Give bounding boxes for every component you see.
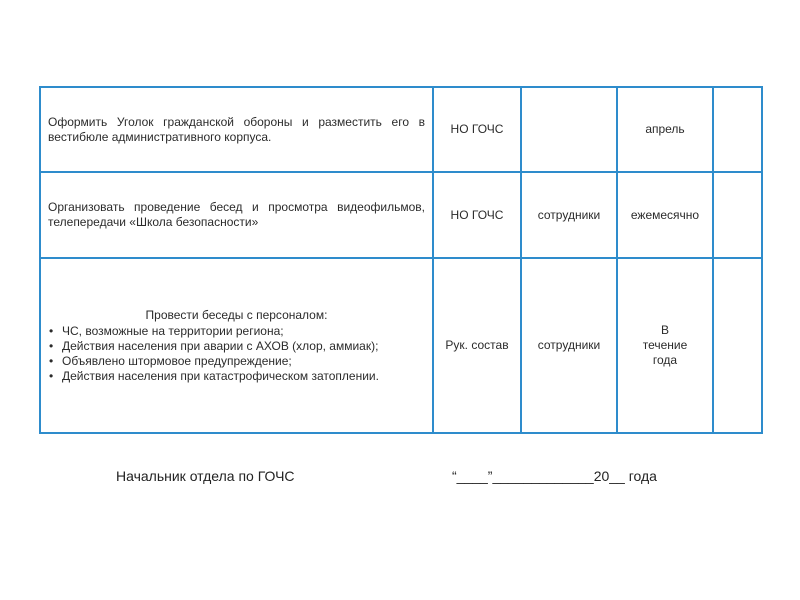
- responsible-cell: НО ГОЧС: [433, 172, 521, 258]
- list-item: • Действия населения при катастрофическом затоплении.: [48, 369, 425, 384]
- list-item: • ЧС, возможные на территории региона;: [48, 324, 425, 339]
- note-cell: [713, 172, 762, 258]
- signature-date-line: “____”_____________20__ года: [452, 468, 657, 484]
- term-cell: апрель: [617, 87, 713, 172]
- table-row: [40, 172, 762, 258]
- list-item: • Действия населения при аварии с АХОВ (хлор, аммиак);: [48, 339, 425, 354]
- task-cell: Организовать проведение бесед и просмотра видеофильмов, телепередачи «Школа безопасности»: [40, 172, 433, 258]
- participants-cell: [521, 87, 617, 172]
- task-cell: Оформить Уголок гражданской обороны и разместить его в вестибюле административного корпуса.: [40, 87, 433, 172]
- signature-title: Начальник отдела по ГОЧС: [116, 468, 295, 484]
- list-item: • Объявлено штормовое предупреждение;: [48, 354, 425, 369]
- table-row: [40, 87, 762, 172]
- term-line: течение: [642, 338, 688, 352]
- term-line: года: [652, 353, 678, 367]
- responsible-cell: НО ГОЧС: [433, 87, 521, 172]
- task-heading: Провести беседы с персоналом:: [145, 307, 328, 322]
- note-cell: [713, 87, 762, 172]
- term-line: В: [660, 323, 669, 337]
- table-row: [40, 258, 762, 433]
- participants-cell: сотрудники: [521, 258, 617, 433]
- participants-cell: сотрудники: [521, 172, 617, 258]
- term-cell: [617, 258, 713, 433]
- task-cell: [40, 258, 433, 433]
- event-plan-table: [39, 86, 763, 434]
- note-cell: [713, 258, 762, 433]
- responsible-cell: Рук. состав: [433, 258, 521, 433]
- term-cell: ежемесячно: [617, 172, 713, 258]
- task-bullet-list: [48, 324, 425, 384]
